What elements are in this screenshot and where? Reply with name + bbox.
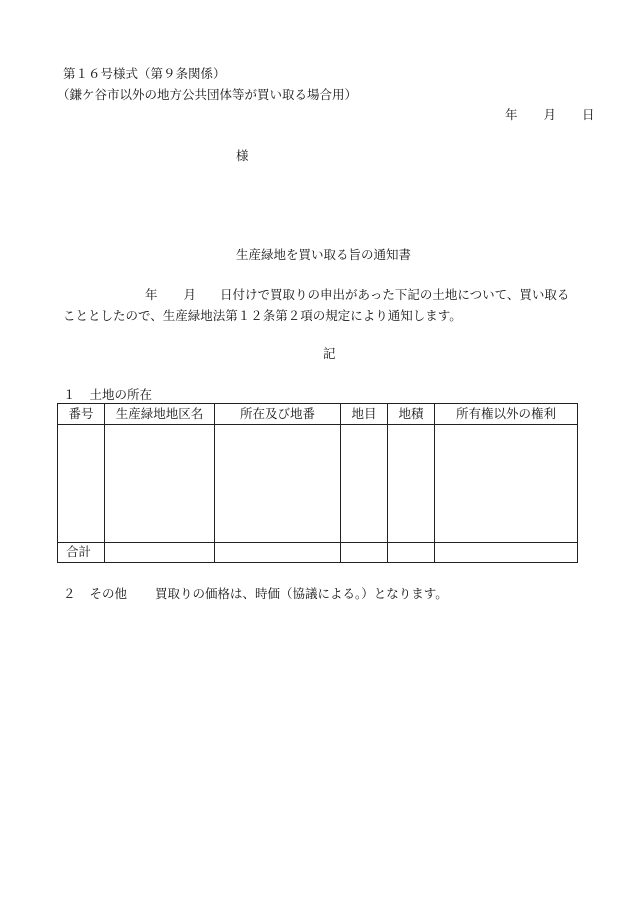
land-table	[57, 403, 578, 563]
document-title: 生産緑地を買い取る旨の通知書	[236, 247, 412, 262]
section-1-number: １	[63, 387, 76, 402]
total-label: 合計	[58, 543, 105, 563]
addressee-honorific: 様	[236, 148, 249, 163]
ki-label: 記	[323, 346, 336, 361]
body-line-1	[63, 289, 569, 302]
cell-district-name	[105, 425, 215, 543]
header-other-rights: 所有権以外の権利	[435, 404, 578, 425]
table-header-row	[58, 404, 578, 425]
cell-other-rights	[435, 425, 578, 543]
cell-location	[215, 425, 341, 543]
total-cell-area	[388, 543, 435, 563]
section-1-heading	[63, 389, 152, 402]
total-cell-other-rights	[435, 543, 578, 563]
total-cell-location	[215, 543, 341, 563]
date-month-unit: 月	[543, 107, 557, 122]
total-cell-district-name	[105, 543, 215, 563]
cell-land-category	[341, 425, 388, 543]
header-location: 所在及び地番	[215, 404, 341, 425]
section-1-title: 土地の所在	[89, 387, 153, 402]
table-total-row	[58, 543, 578, 563]
header-number: 番号	[58, 404, 105, 425]
cell-area	[388, 425, 435, 543]
total-cell-land-category	[341, 543, 388, 563]
header-district-name: 生産緑地地区名	[105, 404, 215, 425]
body-year-unit: 年	[145, 287, 158, 302]
body-line-2: こととしたので、生産緑地法第１２条第２項の規定により通知します。	[63, 308, 462, 323]
form-number: 第１６号様式（第９条関係）	[63, 66, 226, 81]
header-area: 地積	[388, 404, 435, 425]
section-2	[63, 588, 448, 601]
header-land-category: 地目	[341, 404, 388, 425]
cell-number	[58, 425, 105, 543]
date-year-unit: 年	[505, 107, 518, 122]
table-row	[58, 425, 578, 543]
body-line-1-text: 日付けで買取りの申出があった下記の土地について、買い取る	[220, 287, 570, 302]
body-month-unit: 月	[183, 287, 197, 302]
date-line	[505, 109, 595, 122]
section-2-text: 買取りの価格は、時価（協議による。）となります。	[155, 586, 448, 601]
form-note: （鎌ケ谷市以外の地方公共団体等が買い取る場合用）	[57, 87, 358, 102]
section-2-number: ２	[63, 586, 76, 601]
section-2-title: その他	[89, 586, 128, 601]
date-day-unit: 日	[582, 107, 595, 122]
